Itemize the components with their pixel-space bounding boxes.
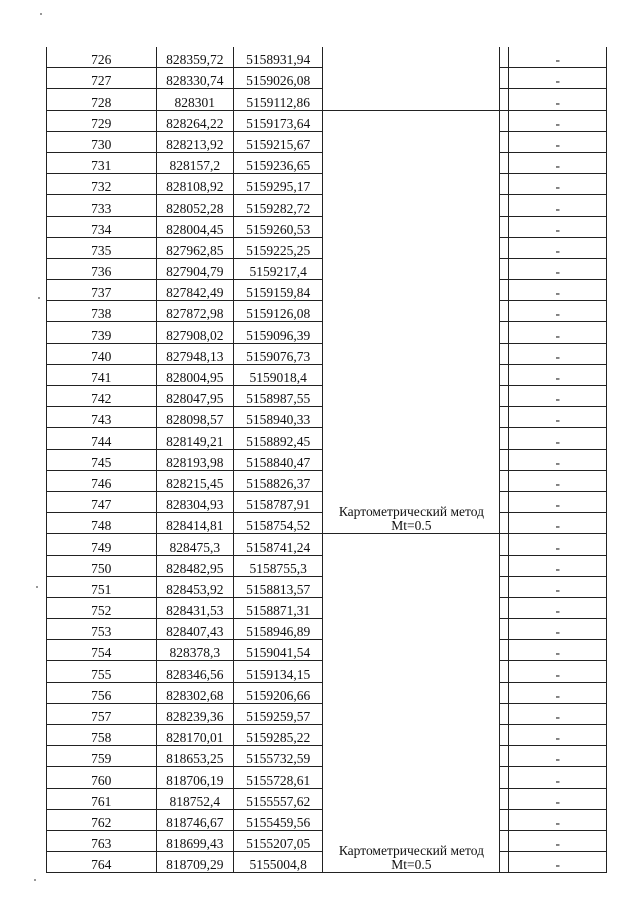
column-gap	[500, 534, 509, 555]
x-coordinate-cell: 828157,2	[156, 152, 233, 173]
accuracy-cell: -	[509, 195, 607, 216]
column-gap	[500, 428, 509, 449]
column-gap	[500, 513, 509, 534]
x-coordinate-cell: 828482,95	[156, 555, 233, 576]
scan-speck	[38, 297, 40, 299]
y-coordinate-cell: 5158931,94	[233, 47, 322, 68]
point-number-cell: 744	[47, 428, 157, 449]
y-coordinate-cell: 5159295,17	[233, 174, 322, 195]
y-coordinate-cell: 5158741,24	[233, 534, 322, 555]
point-number-cell: 732	[47, 174, 157, 195]
column-gap	[500, 809, 509, 830]
point-number-cell: 733	[47, 195, 157, 216]
accuracy-cell: -	[509, 47, 607, 68]
x-coordinate-cell: 828475,3	[156, 534, 233, 555]
column-gap	[500, 619, 509, 640]
y-coordinate-cell: 5159112,86	[233, 89, 322, 110]
point-number-cell: 762	[47, 809, 157, 830]
accuracy-cell: -	[509, 852, 607, 873]
column-gap	[500, 767, 509, 788]
y-coordinate-cell: 5159018,4	[233, 364, 322, 385]
point-number-cell: 757	[47, 703, 157, 724]
x-coordinate-cell: 828215,45	[156, 470, 233, 491]
y-coordinate-cell: 5159126,08	[233, 301, 322, 322]
accuracy-cell: -	[509, 301, 607, 322]
accuracy-cell: -	[509, 830, 607, 851]
accuracy-cell: -	[509, 68, 607, 89]
column-gap	[500, 110, 509, 131]
point-number-cell: 752	[47, 597, 157, 618]
y-coordinate-cell: 5158755,3	[233, 555, 322, 576]
accuracy-cell: -	[509, 661, 607, 682]
x-coordinate-cell: 818653,25	[156, 746, 233, 767]
accuracy-cell: -	[509, 809, 607, 830]
point-number-cell: 756	[47, 682, 157, 703]
x-coordinate-cell: 828304,93	[156, 491, 233, 512]
y-coordinate-cell: 5158754,52	[233, 513, 322, 534]
point-number-cell: 741	[47, 364, 157, 385]
coordinates-table-body	[47, 47, 607, 873]
x-coordinate-cell: 828359,72	[156, 47, 233, 68]
point-number-cell: 742	[47, 386, 157, 407]
x-coordinate-cell: 828302,68	[156, 682, 233, 703]
column-gap	[500, 131, 509, 152]
column-gap	[500, 788, 509, 809]
accuracy-cell: -	[509, 767, 607, 788]
x-coordinate-cell: 827962,85	[156, 237, 233, 258]
scan-speck	[40, 13, 42, 15]
column-gap	[500, 470, 509, 491]
column-gap	[500, 174, 509, 195]
column-gap	[500, 682, 509, 703]
column-gap	[500, 68, 509, 89]
point-number-cell: 735	[47, 237, 157, 258]
method-accuracy-label: Mt=0.5	[391, 857, 432, 873]
x-coordinate-cell: 828047,95	[156, 386, 233, 407]
method-accuracy-label: Mt=0.5	[391, 518, 432, 534]
y-coordinate-cell: 5159282,72	[233, 195, 322, 216]
coordinates-table	[46, 47, 607, 873]
point-number-cell: 758	[47, 725, 157, 746]
accuracy-cell: -	[509, 576, 607, 597]
point-number-cell: 759	[47, 746, 157, 767]
accuracy-cell: -	[509, 174, 607, 195]
column-gap	[500, 640, 509, 661]
x-coordinate-cell: 828414,81	[156, 513, 233, 534]
x-coordinate-cell: 828004,95	[156, 364, 233, 385]
y-coordinate-cell: 5158871,31	[233, 597, 322, 618]
accuracy-cell: -	[509, 343, 607, 364]
point-number-cell: 729	[47, 110, 157, 131]
point-number-cell: 749	[47, 534, 157, 555]
point-number-cell: 761	[47, 788, 157, 809]
y-coordinate-cell: 5159285,22	[233, 725, 322, 746]
x-coordinate-cell: 818709,29	[156, 852, 233, 873]
x-coordinate-cell: 828193,98	[156, 449, 233, 470]
point-number-cell: 748	[47, 513, 157, 534]
y-coordinate-cell: 5159041,54	[233, 640, 322, 661]
accuracy-cell: -	[509, 534, 607, 555]
x-coordinate-cell: 828264,22	[156, 110, 233, 131]
y-coordinate-cell: 5158787,91	[233, 491, 322, 512]
x-coordinate-cell: 828431,53	[156, 597, 233, 618]
column-gap	[500, 555, 509, 576]
accuracy-cell: -	[509, 152, 607, 173]
point-number-cell: 751	[47, 576, 157, 597]
accuracy-cell: -	[509, 407, 607, 428]
point-number-cell: 736	[47, 258, 157, 279]
y-coordinate-cell: 5155004,8	[233, 852, 322, 873]
column-gap	[500, 280, 509, 301]
y-coordinate-cell: 5155728,61	[233, 767, 322, 788]
accuracy-cell: -	[509, 428, 607, 449]
accuracy-cell: -	[509, 216, 607, 237]
point-number-cell: 728	[47, 89, 157, 110]
accuracy-cell: -	[509, 746, 607, 767]
x-coordinate-cell: 827948,13	[156, 343, 233, 364]
y-coordinate-cell: 5159159,84	[233, 280, 322, 301]
y-coordinate-cell: 5159225,25	[233, 237, 322, 258]
accuracy-cell: -	[509, 131, 607, 152]
scan-speck	[34, 879, 36, 881]
accuracy-cell: -	[509, 386, 607, 407]
y-coordinate-cell: 5159173,64	[233, 110, 322, 131]
column-gap	[500, 364, 509, 385]
table-row	[47, 47, 607, 68]
y-coordinate-cell: 5155557,62	[233, 788, 322, 809]
point-number-cell: 760	[47, 767, 157, 788]
point-number-cell: 740	[47, 343, 157, 364]
point-number-cell: 754	[47, 640, 157, 661]
x-coordinate-cell: 828301	[156, 89, 233, 110]
x-coordinate-cell: 828108,92	[156, 174, 233, 195]
accuracy-cell: -	[509, 597, 607, 618]
table-row	[47, 110, 607, 131]
y-coordinate-cell: 5159026,08	[233, 68, 322, 89]
point-number-cell: 727	[47, 68, 157, 89]
x-coordinate-cell: 828330,74	[156, 68, 233, 89]
point-number-cell: 738	[47, 301, 157, 322]
y-coordinate-cell: 5159215,67	[233, 131, 322, 152]
y-coordinate-cell: 5158987,55	[233, 386, 322, 407]
accuracy-cell: -	[509, 237, 607, 258]
column-gap	[500, 597, 509, 618]
point-number-cell: 764	[47, 852, 157, 873]
x-coordinate-cell: 828453,92	[156, 576, 233, 597]
column-gap	[500, 152, 509, 173]
accuracy-cell: -	[509, 280, 607, 301]
point-number-cell: 750	[47, 555, 157, 576]
point-number-cell: 734	[47, 216, 157, 237]
method-cell	[323, 534, 500, 873]
y-coordinate-cell: 5158892,45	[233, 428, 322, 449]
column-gap	[500, 386, 509, 407]
x-coordinate-cell: 827842,49	[156, 280, 233, 301]
y-coordinate-cell: 5159096,39	[233, 322, 322, 343]
point-number-cell: 743	[47, 407, 157, 428]
x-coordinate-cell: 827908,02	[156, 322, 233, 343]
column-gap	[500, 343, 509, 364]
method-cell	[323, 110, 500, 534]
column-gap	[500, 301, 509, 322]
column-gap	[500, 322, 509, 343]
accuracy-cell: -	[509, 364, 607, 385]
accuracy-cell: -	[509, 322, 607, 343]
column-gap	[500, 746, 509, 767]
point-number-cell: 726	[47, 47, 157, 68]
column-gap	[500, 491, 509, 512]
y-coordinate-cell: 5159206,66	[233, 682, 322, 703]
y-coordinate-cell: 5155207,05	[233, 830, 322, 851]
column-gap	[500, 830, 509, 851]
column-gap	[500, 258, 509, 279]
accuracy-cell: -	[509, 788, 607, 809]
column-gap	[500, 195, 509, 216]
x-coordinate-cell: 828378,3	[156, 640, 233, 661]
point-number-cell: 753	[47, 619, 157, 640]
point-number-cell: 739	[47, 322, 157, 343]
accuracy-cell: -	[509, 640, 607, 661]
column-gap	[500, 407, 509, 428]
column-gap	[500, 89, 509, 110]
column-gap	[500, 449, 509, 470]
x-coordinate-cell: 828052,28	[156, 195, 233, 216]
accuracy-cell: -	[509, 110, 607, 131]
accuracy-cell: -	[509, 725, 607, 746]
accuracy-cell: -	[509, 470, 607, 491]
y-coordinate-cell: 5155459,56	[233, 809, 322, 830]
y-coordinate-cell: 5155732,59	[233, 746, 322, 767]
point-number-cell: 746	[47, 470, 157, 491]
method-label: Картометрический метод	[338, 504, 484, 520]
point-number-cell: 763	[47, 830, 157, 851]
method-label: Картометрический метод	[338, 843, 484, 859]
accuracy-cell: -	[509, 703, 607, 724]
column-gap	[500, 576, 509, 597]
x-coordinate-cell: 827872,98	[156, 301, 233, 322]
accuracy-cell: -	[509, 449, 607, 470]
accuracy-cell: -	[509, 682, 607, 703]
y-coordinate-cell: 5159217,4	[233, 258, 322, 279]
y-coordinate-cell: 5158813,57	[233, 576, 322, 597]
x-coordinate-cell: 828149,21	[156, 428, 233, 449]
column-gap	[500, 216, 509, 237]
column-gap	[500, 661, 509, 682]
y-coordinate-cell: 5159076,73	[233, 343, 322, 364]
point-number-cell: 737	[47, 280, 157, 301]
accuracy-cell: -	[509, 258, 607, 279]
x-coordinate-cell: 828213,92	[156, 131, 233, 152]
x-coordinate-cell: 818699,43	[156, 830, 233, 851]
x-coordinate-cell: 828170,01	[156, 725, 233, 746]
column-gap	[500, 703, 509, 724]
table-row	[47, 534, 607, 555]
accuracy-cell: -	[509, 491, 607, 512]
x-coordinate-cell: 818746,67	[156, 809, 233, 830]
accuracy-cell: -	[509, 555, 607, 576]
x-coordinate-cell: 828004,45	[156, 216, 233, 237]
x-coordinate-cell: 828407,43	[156, 619, 233, 640]
y-coordinate-cell: 5159260,53	[233, 216, 322, 237]
x-coordinate-cell: 818706,19	[156, 767, 233, 788]
point-number-cell: 755	[47, 661, 157, 682]
column-gap	[500, 852, 509, 873]
y-coordinate-cell: 5158826,37	[233, 470, 322, 491]
x-coordinate-cell: 828098,57	[156, 407, 233, 428]
accuracy-cell: -	[509, 619, 607, 640]
method-cell	[323, 47, 500, 110]
accuracy-cell: -	[509, 89, 607, 110]
accuracy-cell: -	[509, 513, 607, 534]
x-coordinate-cell: 827904,79	[156, 258, 233, 279]
y-coordinate-cell: 5159134,15	[233, 661, 322, 682]
x-coordinate-cell: 828239,36	[156, 703, 233, 724]
x-coordinate-cell: 828346,56	[156, 661, 233, 682]
point-number-cell: 745	[47, 449, 157, 470]
y-coordinate-cell: 5159236,65	[233, 152, 322, 173]
point-number-cell: 747	[47, 491, 157, 512]
column-gap	[500, 237, 509, 258]
y-coordinate-cell: 5159259,57	[233, 703, 322, 724]
point-number-cell: 730	[47, 131, 157, 152]
y-coordinate-cell: 5158940,33	[233, 407, 322, 428]
y-coordinate-cell: 5158840,47	[233, 449, 322, 470]
y-coordinate-cell: 5158946,89	[233, 619, 322, 640]
column-gap	[500, 725, 509, 746]
x-coordinate-cell: 818752,4	[156, 788, 233, 809]
column-gap	[500, 47, 509, 68]
point-number-cell: 731	[47, 152, 157, 173]
scan-speck	[36, 586, 38, 588]
